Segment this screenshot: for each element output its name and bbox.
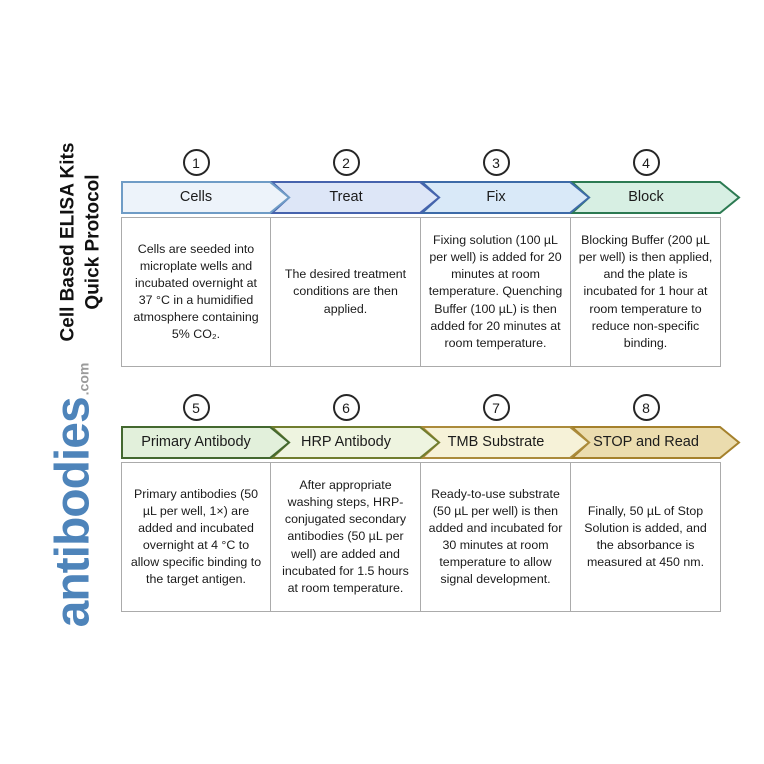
step-number-badge: 1 — [183, 149, 210, 176]
step-description: Primary antibodies (50 µL per well, 1×) are added and incubated overnight at 4 °C to allow specific binding to the target antigen. — [121, 462, 271, 612]
step-label: TMB Substrate — [447, 434, 545, 450]
step-number-badge: 4 — [633, 149, 660, 176]
page-title — [56, 127, 105, 357]
step-number-badge: 8 — [633, 394, 660, 421]
step-arrow — [271, 426, 421, 459]
step-7 — [421, 394, 571, 612]
step-description: Cells are seeded into microplate wells and incubated overnight at 37 °C in a humidified atmosphere containing 5% CO₂. — [121, 217, 271, 367]
page-title-line2: Quick Protocol — [82, 174, 103, 310]
protocol-row-1 — [121, 149, 721, 367]
step-label: Cells — [179, 189, 213, 205]
step-arrow — [421, 426, 571, 459]
step-5 — [121, 394, 271, 612]
logo-domain-suffix: .com — [75, 362, 92, 396]
antibodies-logo — [46, 363, 101, 628]
step-number-badge: 6 — [333, 394, 360, 421]
step-arrow — [121, 181, 271, 214]
step-1 — [121, 149, 271, 367]
step-description: The desired treatment conditions are then applied. — [270, 217, 421, 367]
step-description: Ready-to-use substrate (50 µL per well) is then added and incubated for 30 minutes at room temperature to allow signal development. — [420, 462, 571, 612]
protocol-row-2 — [121, 394, 721, 612]
step-arrow — [571, 426, 721, 459]
step-8 — [571, 394, 721, 612]
step-number-badge: 5 — [183, 394, 210, 421]
step-arrow — [421, 181, 571, 214]
step-arrow — [121, 426, 271, 459]
step-description: Fixing solution (100 µL per well) is added for 20 minutes at room temperature. Quenching Buffer (100 µL) is then added for 20 minutes at room temperature. — [420, 217, 571, 367]
step-description: Finally, 50 µL of Stop Solution is added, and the absorbance is measured at 450 nm. — [570, 462, 721, 612]
step-arrow — [571, 181, 721, 214]
step-6 — [271, 394, 421, 612]
step-label: Treat — [329, 189, 363, 205]
step-description: Blocking Buffer (200 µL per well) is then applied, and the plate is incubated for 1 hour at room temperature to reduce non-specific binding. — [570, 217, 721, 367]
step-3 — [421, 149, 571, 367]
step-label: STOP and Read — [593, 434, 699, 450]
step-description: After appropriate washing steps, HRP-conjugated secondary antibodies (50 µL per well) are added and incubated for 1.5 hours at room temperature. — [270, 462, 421, 612]
step-4 — [571, 149, 721, 367]
step-label: HRP Antibody — [300, 434, 391, 450]
step-label: Primary Antibody — [141, 434, 251, 450]
step-number-badge: 3 — [483, 149, 510, 176]
step-number-badge: 7 — [483, 394, 510, 421]
step-arrow — [271, 181, 421, 214]
step-number-badge: 2 — [333, 149, 360, 176]
step-2 — [271, 149, 421, 367]
step-label: Block — [628, 189, 664, 205]
step-label: Fix — [486, 189, 506, 205]
page-title-line1: Cell Based ELISA Kits — [57, 142, 79, 342]
logo-wordmark: antibodies — [46, 397, 100, 628]
